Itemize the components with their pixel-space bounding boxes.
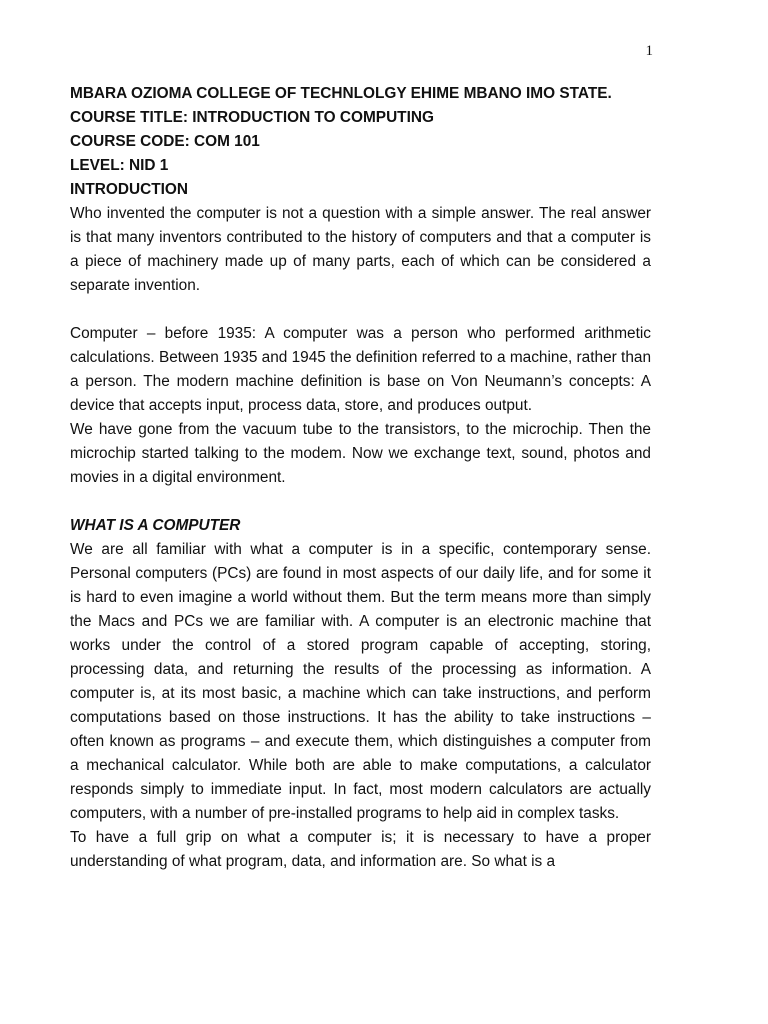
college-name: MBARA OZIOMA COLLEGE OF TECHNLOLGY EHIME MBANO IMO STATE. xyxy=(70,85,612,102)
paragraph-gap xyxy=(70,490,651,514)
course-level: LEVEL: NID 1 xyxy=(70,157,169,174)
evolution-paragraph: We have gone from the vacuum tube to the transistors, to the microchip. Then the microchip started talking to the modem. Now we exchange text, sound, photos and movies in a digital environment. xyxy=(70,421,651,486)
history-paragraph: Computer – before 1935: A computer was a person who performed arithmetic calculations. Between 1935 and 1945 the definition referred to a machine, rather than a person. The modern machine definition is base on Von Neumann’s concepts: A device that accepts input, process data, store, and produces output. xyxy=(70,325,651,414)
document-body xyxy=(70,82,651,874)
intro-paragraph: Who invented the computer is not a question with a simple answer. The real answer is that many inventors contributed to the history of computers and that a computer is a piece of machinery made up of many parts, each of which can be considered a separate invention. xyxy=(70,205,651,294)
what-is-computer-heading: WHAT IS A COMPUTER xyxy=(70,517,241,534)
program-data-paragraph: To have a full grip on what a computer is; it is necessary to have a proper understanding of what program, data, and information are. So what is a xyxy=(70,829,651,870)
page-number: 1 xyxy=(645,43,653,59)
paragraph-gap xyxy=(70,298,651,322)
course-title: COURSE TITLE: INTRODUCTION TO COMPUTING xyxy=(70,109,434,126)
course-code: COURSE CODE: COM 101 xyxy=(70,133,260,150)
introduction-heading: INTRODUCTION xyxy=(70,181,188,198)
definition-paragraph: We are all familiar with what a computer is in a specific, contemporary sense. Personal computers (PCs) are found in most aspects of our daily life, and for some it is hard to even imagine a world without them. But the term means more than simply the Macs and PCs we are familiar with. A computer is an electronic machine that works under the control of a stored program capable of accepting, storing, processing data, and returning the results of the processing as information. A computer is, at its most basic, a machine which can take instructions, and perform computations based on those instructions. It has the ability to take instructions – often known as programs – and execute them, which distinguishes a computer from a mechanical calculator. While both are able to make computations, a calculator responds simply to immediate input. In fact, most modern calculators are actually computers, with a number of pre-installed programs to help aid in complex tasks. xyxy=(70,541,651,822)
